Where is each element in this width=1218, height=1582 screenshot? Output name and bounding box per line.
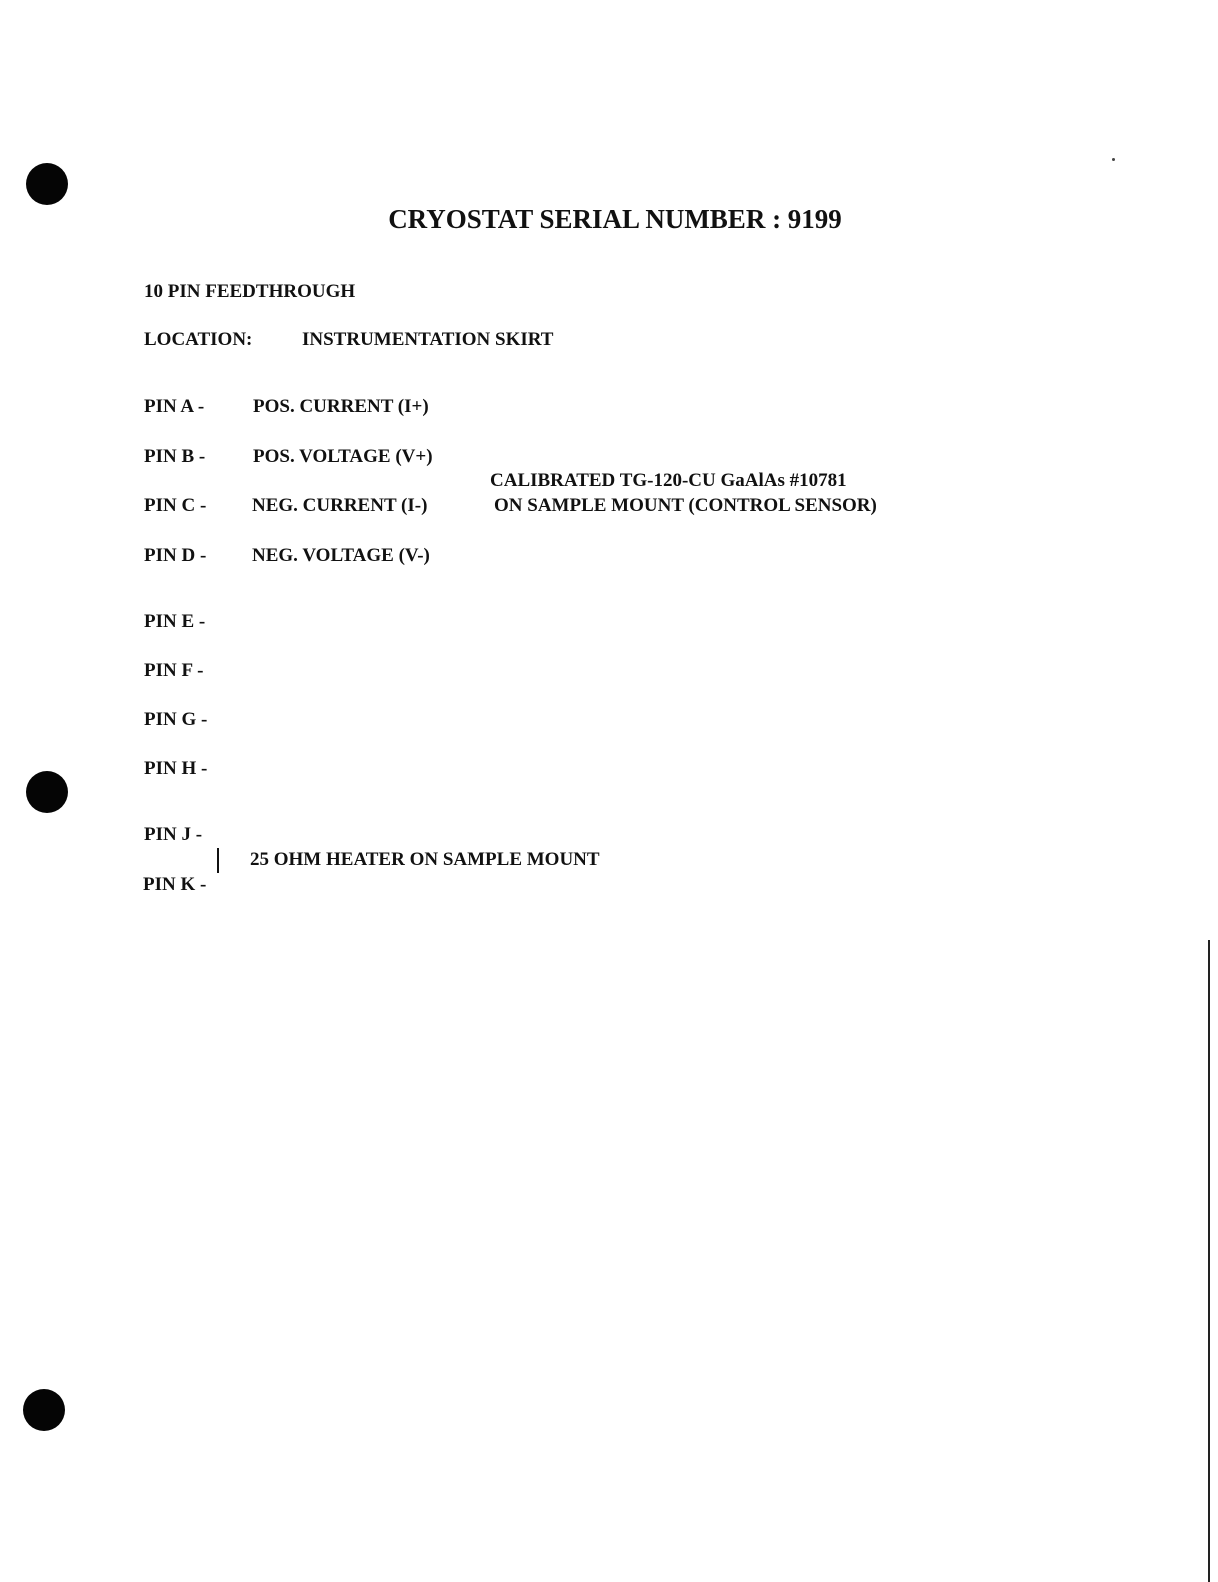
page-title: CRYOSTAT SERIAL NUMBER : 9199: [388, 204, 842, 234]
pin-d-function: NEG. VOLTAGE (V-): [252, 545, 430, 566]
pin-j-label: PIN J -: [144, 824, 203, 845]
heater-note: 25 OHM HEATER ON SAMPLE MOUNT: [250, 849, 600, 870]
pin-b-label: PIN B -: [144, 446, 206, 467]
pin-c-function: NEG. CURRENT (I-): [252, 495, 428, 516]
pin-d-label: PIN D -: [144, 545, 207, 566]
location-label: LOCATION:: [144, 329, 253, 350]
pin-g-label: PIN G -: [144, 709, 208, 730]
pin-bracket-line: [217, 848, 219, 873]
scan-edge-line: [1208, 940, 1210, 1582]
sensor-note-line1: CALIBRATED TG-120-CU GaAlAs #10781: [490, 470, 847, 491]
punch-hole-top: [26, 163, 68, 205]
pin-h-label: PIN H -: [144, 758, 208, 779]
pin-e-label: PIN E -: [144, 611, 206, 632]
sensor-note-line2: ON SAMPLE MOUNT (CONTROL SENSOR): [494, 495, 877, 516]
scan-speck: [1112, 158, 1115, 161]
pin-c-label: PIN C -: [144, 495, 207, 516]
punch-hole-middle: [26, 771, 68, 813]
feedthrough-heading: 10 PIN FEEDTHROUGH: [144, 281, 356, 302]
punch-hole-bottom: [23, 1389, 65, 1431]
pin-a-label: PIN A -: [144, 396, 205, 417]
pin-a-function: POS. CURRENT (I+): [253, 396, 429, 417]
pin-k-label: PIN K -: [143, 874, 207, 895]
pin-b-function: POS. VOLTAGE (V+): [253, 446, 433, 467]
location-value: INSTRUMENTATION SKIRT: [302, 329, 554, 350]
pin-f-label: PIN F -: [144, 660, 204, 681]
